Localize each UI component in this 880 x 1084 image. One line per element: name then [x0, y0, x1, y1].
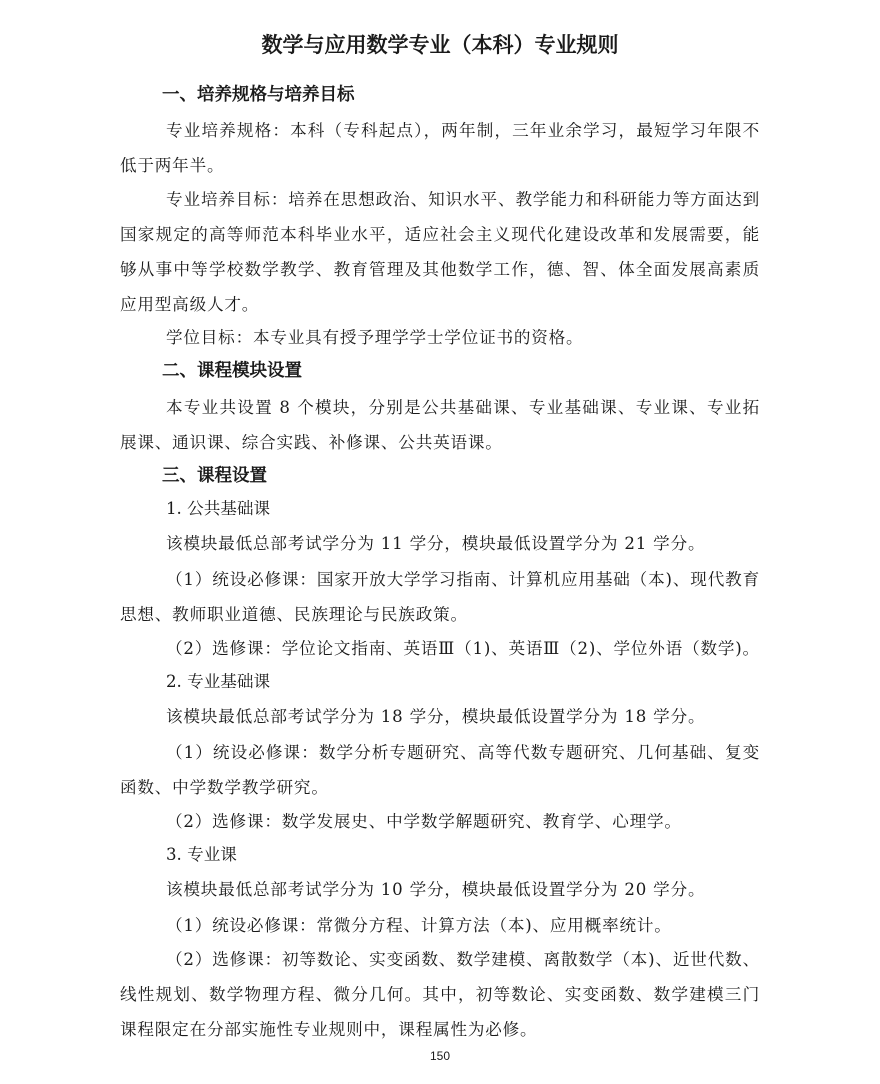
paragraph-degree-goal: 学位目标：本专业具有授予理学学士学位证书的资格。 — [166, 328, 584, 347]
module-elective-professional-basic: （2）选修课：数学发展史、中学数学解题研究、教育学、心理学。 — [166, 812, 682, 831]
section-heading-3: 三、课程设置 — [162, 466, 267, 486]
module-credits-professional-basic: 该模块最低总部考试学分为 18 学分，模块最低设置学分为 18 学分。 — [166, 707, 706, 726]
section-heading-1: 一、培养规格与培养目标 — [162, 85, 355, 105]
module-title-professional: 3. 专业课 — [166, 845, 237, 864]
module-title-public-basic: 1. 公共基础课 — [166, 499, 271, 518]
module-required-professional-basic: （1）统设必修课：数学分析专题研究、高等代数专题研究、几何基础、复变函数、中学数学教学研究。 — [120, 743, 760, 797]
section-heading-2: 二、课程模块设置 — [162, 361, 302, 381]
module-elective-public-basic: （2）选修课：学位论文指南、英语Ⅲ（1)、英语Ⅲ（2)、学位外语（数学)。 — [166, 639, 760, 658]
document-title: 数学与应用数学专业（本科）专业规则 — [261, 33, 619, 57]
paragraph-module-overview: 本专业共设置 8 个模块，分别是公共基础课、专业基础课、专业课、专业拓展课、通识课、综合实践、补修课、公共英语课。 — [120, 398, 760, 452]
page-number: 150 — [429, 1049, 451, 1063]
module-required-public-basic: （1）统设必修课：国家开放大学学习指南、计算机应用基础（本)、现代教育思想、教师职业道德、民族理论与民族政策。 — [120, 570, 760, 624]
module-credits-professional: 该模块最低总部考试学分为 10 学分，模块最低设置学分为 20 学分。 — [166, 880, 706, 899]
paragraph-training-spec: 专业培养规格：本科（专科起点），两年制，三年业余学习，最短学习年限不低于两年半。 — [120, 121, 760, 175]
paragraph-training-goal: 专业培养目标：培养在思想政治、知识水平、教学能力和科研能力等方面达到国家规定的高等师范本科毕业水平，适应社会主义现代化建设改革和发展需要，能够从事中等学校数学教学、教育管理及其他数学工作，德、智、体全面发展高素质应用型高级人才。 — [120, 190, 760, 314]
module-credits-public-basic: 该模块最低总部考试学分为 11 学分，模块最低设置学分为 21 学分。 — [166, 534, 706, 553]
module-title-professional-basic: 2. 专业基础课 — [166, 672, 271, 691]
module-required-professional: （1）统设必修课：常微分方程、计算方法（本)、应用概率统计。 — [166, 916, 672, 935]
module-elective-professional: （2）选修课：初等数论、实变函数、数学建模、离散数学（本)、近世代数、线性规划、数学物理方程、微分几何。其中，初等数论、实变函数、数学建模三门课程限定在分部实施性专业规则中，课程属性为必修。 — [120, 950, 760, 1039]
